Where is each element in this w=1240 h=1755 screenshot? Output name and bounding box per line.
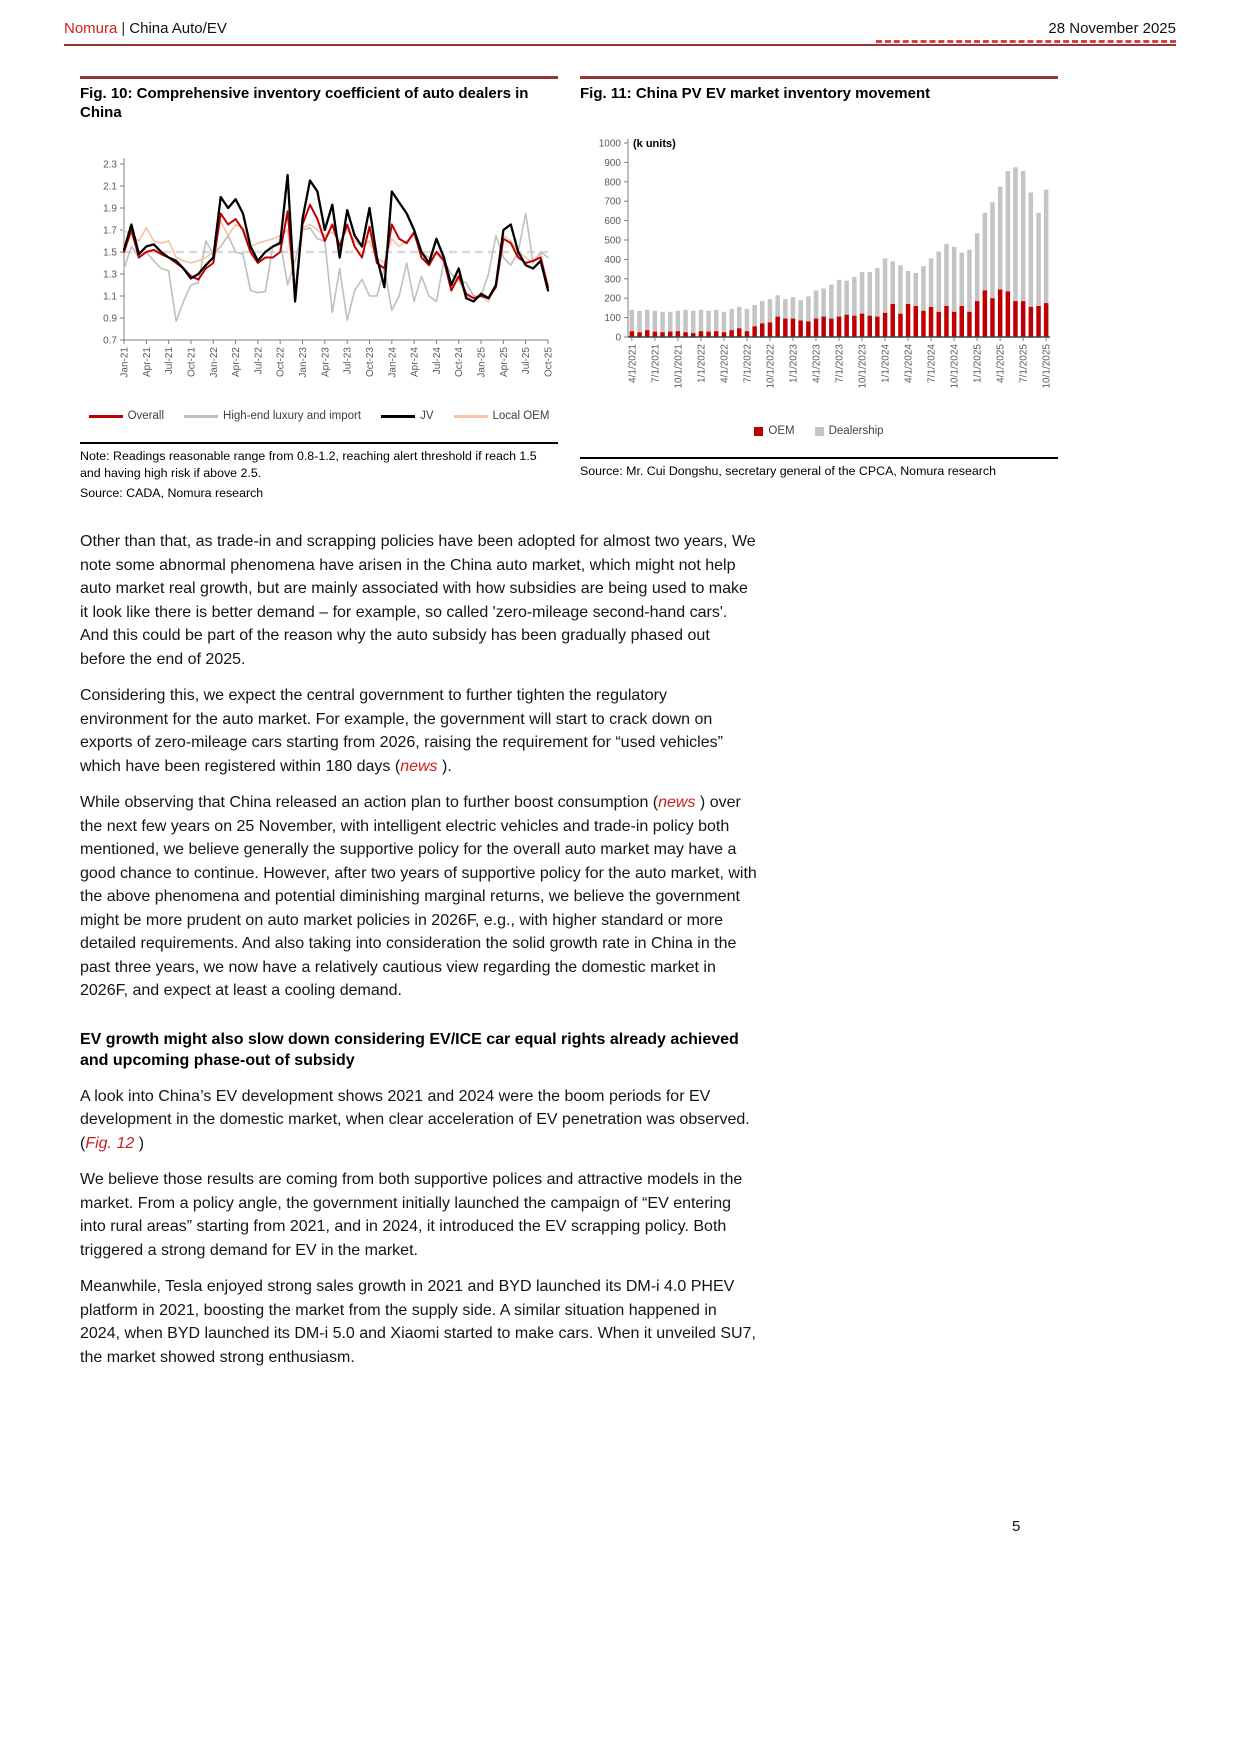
figure-11-legend — [580, 425, 1058, 437]
figure-10-title: Fig. 10: Comprehensive inventory coefficient of auto dealers in China — [80, 76, 558, 122]
legend-item — [815, 425, 884, 437]
figure-11-title: Fig. 11: China PV EV market inventory movement — [580, 76, 1058, 103]
legend-label: Dealership — [828, 425, 884, 438]
body-paragraph: Other than that, as trade-in and scrapping policies have been adopted for almost two years, We note some abnormal phenomena have arisen in the China auto market, which might not help auto market real growth, but are mainly associated with how subsidies are being used to make it look like there is better demand – for example, so called 'zero-mileage second-hand cars'. And this could be part of the reason why the auto subsidy has been gradually phased out before the end of 2025. — [80, 533, 756, 668]
svg-text:Jan-21: Jan-21 — [119, 347, 131, 378]
svg-text:200: 200 — [604, 293, 621, 305]
section-heading: EV growth might also slow down considering EV/ICE car equal rights already achieved and upcoming phase-out of subsidy — [80, 1030, 739, 1069]
svg-text:100: 100 — [604, 313, 621, 325]
svg-text:Apr-22: Apr-22 — [231, 347, 243, 378]
svg-text:900: 900 — [604, 158, 621, 170]
brand-name: Nomura — [64, 20, 118, 37]
figure-11-divider — [580, 457, 1058, 459]
figure-11 — [580, 76, 1058, 502]
header-date: 28 November 2025 — [1048, 20, 1176, 37]
figure-10-note: Note: Readings reasonable range from 0.8-1.2, reaching alert threshold if reach 1.5 and having high risk if above 2.5. — [80, 449, 537, 480]
legend-label: Overall — [127, 410, 165, 423]
legend-swatch-icon — [815, 427, 824, 436]
figure-10-divider — [80, 442, 558, 444]
svg-text:0.9: 0.9 — [103, 313, 117, 325]
legend-label: High-end luxury and import — [223, 410, 362, 423]
svg-text:300: 300 — [604, 274, 621, 286]
legend-swatch-icon — [184, 415, 218, 418]
body-paragraph: Considering this, we expect the central government to further tighten the regulatory environment for the auto market. For example, the government will start to crack down on exports of zero-mileage cars starting from 2026, raising the requirement for “used vehicles” which have been registered within 180 days (news ). — [80, 687, 723, 775]
legend-swatch-icon — [454, 415, 488, 418]
svg-text:Oct-21: Oct-21 — [186, 347, 198, 378]
svg-text:Oct-23: Oct-23 — [364, 347, 376, 378]
legend-label: OEM — [768, 425, 795, 438]
inline-link[interactable]: news — [658, 794, 696, 811]
svg-text:Oct-22: Oct-22 — [275, 347, 287, 378]
header-separator: | — [121, 20, 126, 37]
svg-text:Apr-23: Apr-23 — [320, 347, 332, 378]
svg-text:800: 800 — [604, 177, 621, 189]
svg-text:7/1/2025: 7/1/2025 — [1018, 344, 1030, 384]
svg-text:4/1/2021: 4/1/2021 — [627, 344, 639, 384]
svg-text:10/1/2022: 10/1/2022 — [765, 344, 777, 389]
body-paragraph: A look into China’s EV development shows 2021 and 2024 were the boom periods for EV development in the domestic market, when clear acceleration of EV penetration was observed. (Fig. 12 ) — [80, 1087, 750, 1152]
legend-label: JV — [420, 410, 434, 423]
svg-text:10/1/2021: 10/1/2021 — [673, 344, 685, 389]
svg-text:7/1/2022: 7/1/2022 — [742, 344, 754, 384]
svg-text:4/1/2024: 4/1/2024 — [903, 344, 915, 384]
svg-text:400: 400 — [604, 255, 621, 267]
svg-text:600: 600 — [604, 216, 621, 228]
legend-swatch-icon — [754, 427, 763, 436]
legend-item — [454, 410, 550, 422]
svg-text:10/1/2025: 10/1/2025 — [1041, 344, 1053, 389]
svg-text:0.7: 0.7 — [103, 335, 117, 347]
body-column — [80, 530, 758, 1382]
svg-text:2.3: 2.3 — [103, 159, 117, 171]
svg-text:Jul-23: Jul-23 — [342, 347, 354, 375]
svg-text:Apr-25: Apr-25 — [498, 347, 510, 378]
svg-text:4/1/2025: 4/1/2025 — [995, 344, 1007, 384]
svg-text:7/1/2021: 7/1/2021 — [650, 344, 662, 384]
svg-text:1/1/2025: 1/1/2025 — [972, 344, 984, 384]
svg-text:Jan-22: Jan-22 — [208, 347, 220, 378]
header-left — [64, 20, 227, 38]
figures-row — [80, 76, 1058, 502]
inline-link[interactable]: news — [400, 757, 438, 775]
body-paragraph: We believe those results are coming from both supportive polices and attractive models in the market. From a policy angle, the government initially launched the campaign of “EV entering into rural areas” starting from 2021, and in 2024, it introduced the EV scrapping policy. Both triggered a strong demand for EV in the market. — [80, 1171, 743, 1259]
svg-text:Jan-23: Jan-23 — [298, 347, 310, 378]
svg-text:1/1/2023: 1/1/2023 — [788, 344, 800, 384]
svg-text:Jul-21: Jul-21 — [164, 347, 176, 375]
svg-text:Jul-24: Jul-24 — [431, 347, 443, 375]
svg-text:Jul-22: Jul-22 — [253, 347, 265, 375]
svg-text:1/1/2024: 1/1/2024 — [880, 344, 892, 384]
legend-item — [184, 410, 361, 422]
body-paragraph: While observing that China released an action plan to further boost consumption (news ) over the next few years on 25 November, with intelligent electric vehicles and trade-in policy both mentioned, we believe generally the supportive policy for the overall auto market may have a good chance to continue. However, after two years of supportive policy for the auto market, with the above phenomena and potential diminishing marginal returns, we believe the government might be more prudent on auto market policies in 2026F, e.g., with higher standard or more detailed requirements. And also taking into consideration the solid growth rate in China in the past three years, we now have a relatively cautious view regarding the domestic market in 2026F, and expect at least a cooling demand. — [80, 794, 757, 999]
svg-text:1.7: 1.7 — [103, 225, 117, 237]
svg-text:4/1/2022: 4/1/2022 — [719, 344, 731, 384]
header-section-title: China Auto/EV — [129, 20, 227, 37]
svg-text:(k units): (k units) — [633, 138, 676, 151]
svg-text:Apr-24: Apr-24 — [409, 347, 421, 378]
svg-text:2.1: 2.1 — [103, 181, 117, 193]
svg-text:Apr-21: Apr-21 — [141, 347, 153, 378]
svg-text:Jan-25: Jan-25 — [476, 347, 488, 378]
svg-text:1.1: 1.1 — [103, 291, 117, 303]
svg-text:Jul-25: Jul-25 — [521, 347, 533, 375]
svg-text:1/1/2022: 1/1/2022 — [696, 344, 708, 384]
legend-item — [89, 410, 164, 422]
ev-inventory-stacked-bar-chart — [580, 123, 1058, 415]
svg-text:0: 0 — [615, 332, 621, 344]
svg-text:500: 500 — [604, 235, 621, 247]
legend-swatch-icon — [89, 415, 123, 418]
svg-text:1.5: 1.5 — [103, 247, 117, 259]
svg-text:10/1/2023: 10/1/2023 — [857, 344, 869, 389]
report-header — [64, 20, 1176, 38]
legend-item — [754, 425, 794, 437]
header-rule-dashes — [876, 40, 1176, 43]
svg-text:1.9: 1.9 — [103, 203, 117, 215]
svg-text:Oct-24: Oct-24 — [454, 347, 466, 378]
svg-text:Jan-24: Jan-24 — [387, 347, 399, 378]
svg-text:1000: 1000 — [598, 138, 621, 150]
svg-text:700: 700 — [604, 196, 621, 208]
svg-text:Oct-25: Oct-25 — [543, 347, 555, 378]
legend-label: Local OEM — [492, 410, 550, 423]
svg-text:4/1/2023: 4/1/2023 — [811, 344, 823, 384]
figure-10-source: Source: CADA, Nomura research — [80, 486, 264, 501]
svg-text:1.3: 1.3 — [103, 269, 117, 281]
figure-11-source: Source: Mr. Cui Dongshu, secretary general of the CPCA, Nomura research — [580, 464, 996, 479]
legend-item — [381, 410, 433, 422]
header-rule — [64, 44, 1176, 46]
legend-swatch-icon — [381, 415, 415, 418]
page-number: 5 — [1012, 1518, 1021, 1535]
figure-10-legend — [80, 410, 558, 422]
svg-text:7/1/2023: 7/1/2023 — [834, 344, 846, 384]
figure-10 — [80, 76, 558, 502]
svg-text:10/1/2024: 10/1/2024 — [949, 344, 961, 389]
svg-text:7/1/2024: 7/1/2024 — [926, 344, 938, 384]
inline-link[interactable]: Fig. 12 — [85, 1134, 135, 1152]
inventory-coefficient-line-chart — [80, 142, 558, 400]
body-paragraph: Meanwhile, Tesla enjoyed strong sales growth in 2021 and BYD launched its DM-i 4.0 PHEV platform in 2021, boosting the market from the supply side. A similar situation happened in 2024, when BYD launched its DM-i 5.0 and Xiaomi started to make cars. When it unveiled SU7, the market showed strong enthusiasm. — [80, 1278, 756, 1366]
